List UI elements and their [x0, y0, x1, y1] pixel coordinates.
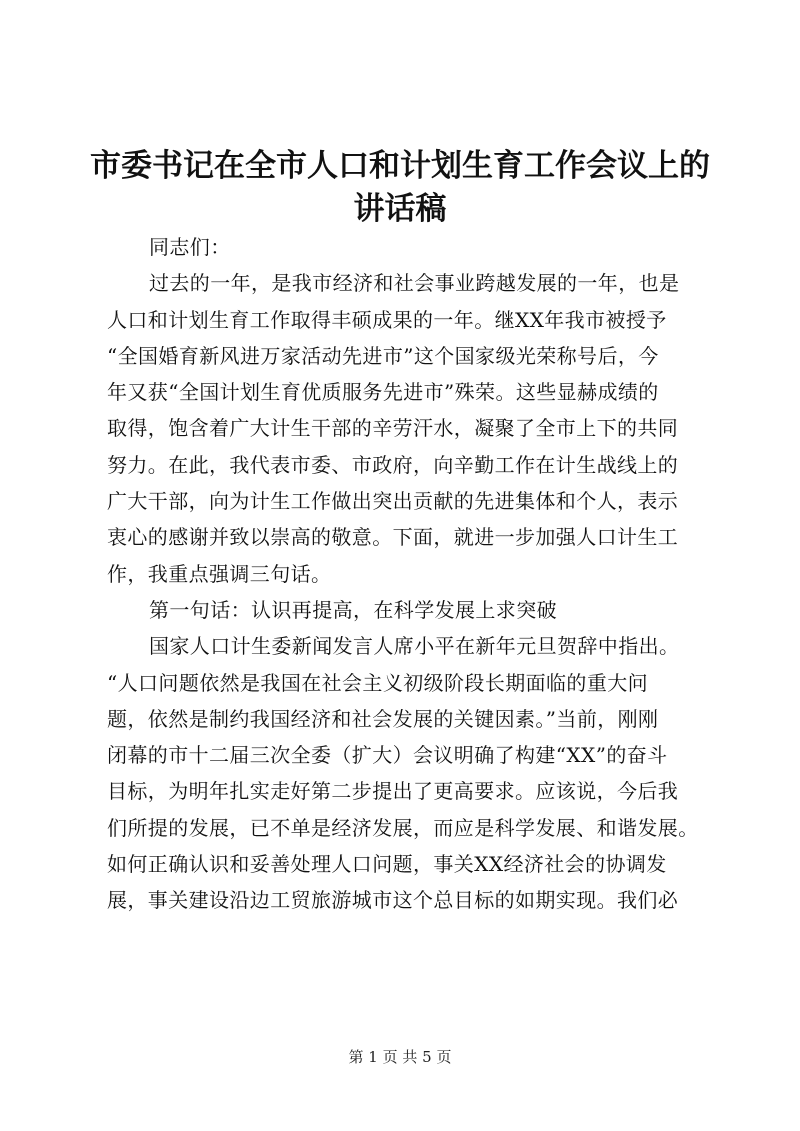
paragraph-line: 取得，饱含着广大计生干部的辛劳汗水，凝聚了全市上下的共同: [107, 416, 679, 441]
salutation: 同志们：: [149, 235, 231, 259]
paragraph-line: “全国婚育新风进万家活动先进市”这个国家级光荣称号后，今: [107, 343, 659, 368]
paragraph-line: 努力。在此，我代表市委、市政府，向辛勤工作在计生战线上的: [107, 452, 679, 477]
paragraph-line: 们所提的发展，已不单是经济发展，而应是科学发展、和谐发展。: [107, 815, 699, 840]
paragraph-line: 过去的一年，是我市经济和社会事业跨越发展的一年，也是: [149, 271, 680, 296]
paragraph-line: 人口和计划生育工作取得丰硕成果的一年。继XX年我市被授予: [107, 307, 667, 332]
paragraph-line: 国家人口计生委新闻发言人席小平在新年元旦贺辞中指出。: [149, 634, 680, 659]
paragraph-line: “人口问题依然是我国在社会主义初级阶段长期面临的重大问: [107, 670, 649, 695]
paragraph-line: 闭幕的市十二届三次全委（扩大）会议明确了构建“XX”的奋斗: [107, 743, 668, 768]
paragraph-line: 题，依然是制约我国经济和社会发展的关键因素。”当前，刚刚: [107, 706, 659, 731]
document-title-line-1: 市委书记在全市人口和计划生育工作会议上的: [90, 148, 710, 184]
page-footer: 第 1 页 共 5 页: [348, 1048, 452, 1066]
paragraph-line: 年又获“全国计划生育优质服务先进市”殊荣。这些显赫成绩的: [107, 380, 659, 405]
paragraph-line: 展，事关建设沿边工贸旅游城市这个总目标的如期实现。我们必: [107, 888, 679, 913]
document-body: [107, 229, 707, 919]
paragraph-line: 作，我重点强调三句话。: [107, 561, 332, 586]
paragraph-line: 衷心的感谢并致以崇高的敬意。下面，就进一步加强人口计生工: [107, 525, 679, 550]
paragraph-line: 如何正确认识和妥善处理人口问题，事关XX经济社会的协调发: [107, 852, 667, 877]
paragraph-line: 广大干部，向为计生工作做出突出贡献的先进集体和个人，表示: [107, 489, 679, 514]
section-heading: 第一句话：认识再提高，在科学发展上求突破: [149, 597, 557, 622]
document-title-line-2: 讲话稿: [353, 191, 447, 227]
paragraph-line: 目标，为明年扎实走好第二步提出了更高要求。应该说，今后我: [107, 779, 679, 804]
